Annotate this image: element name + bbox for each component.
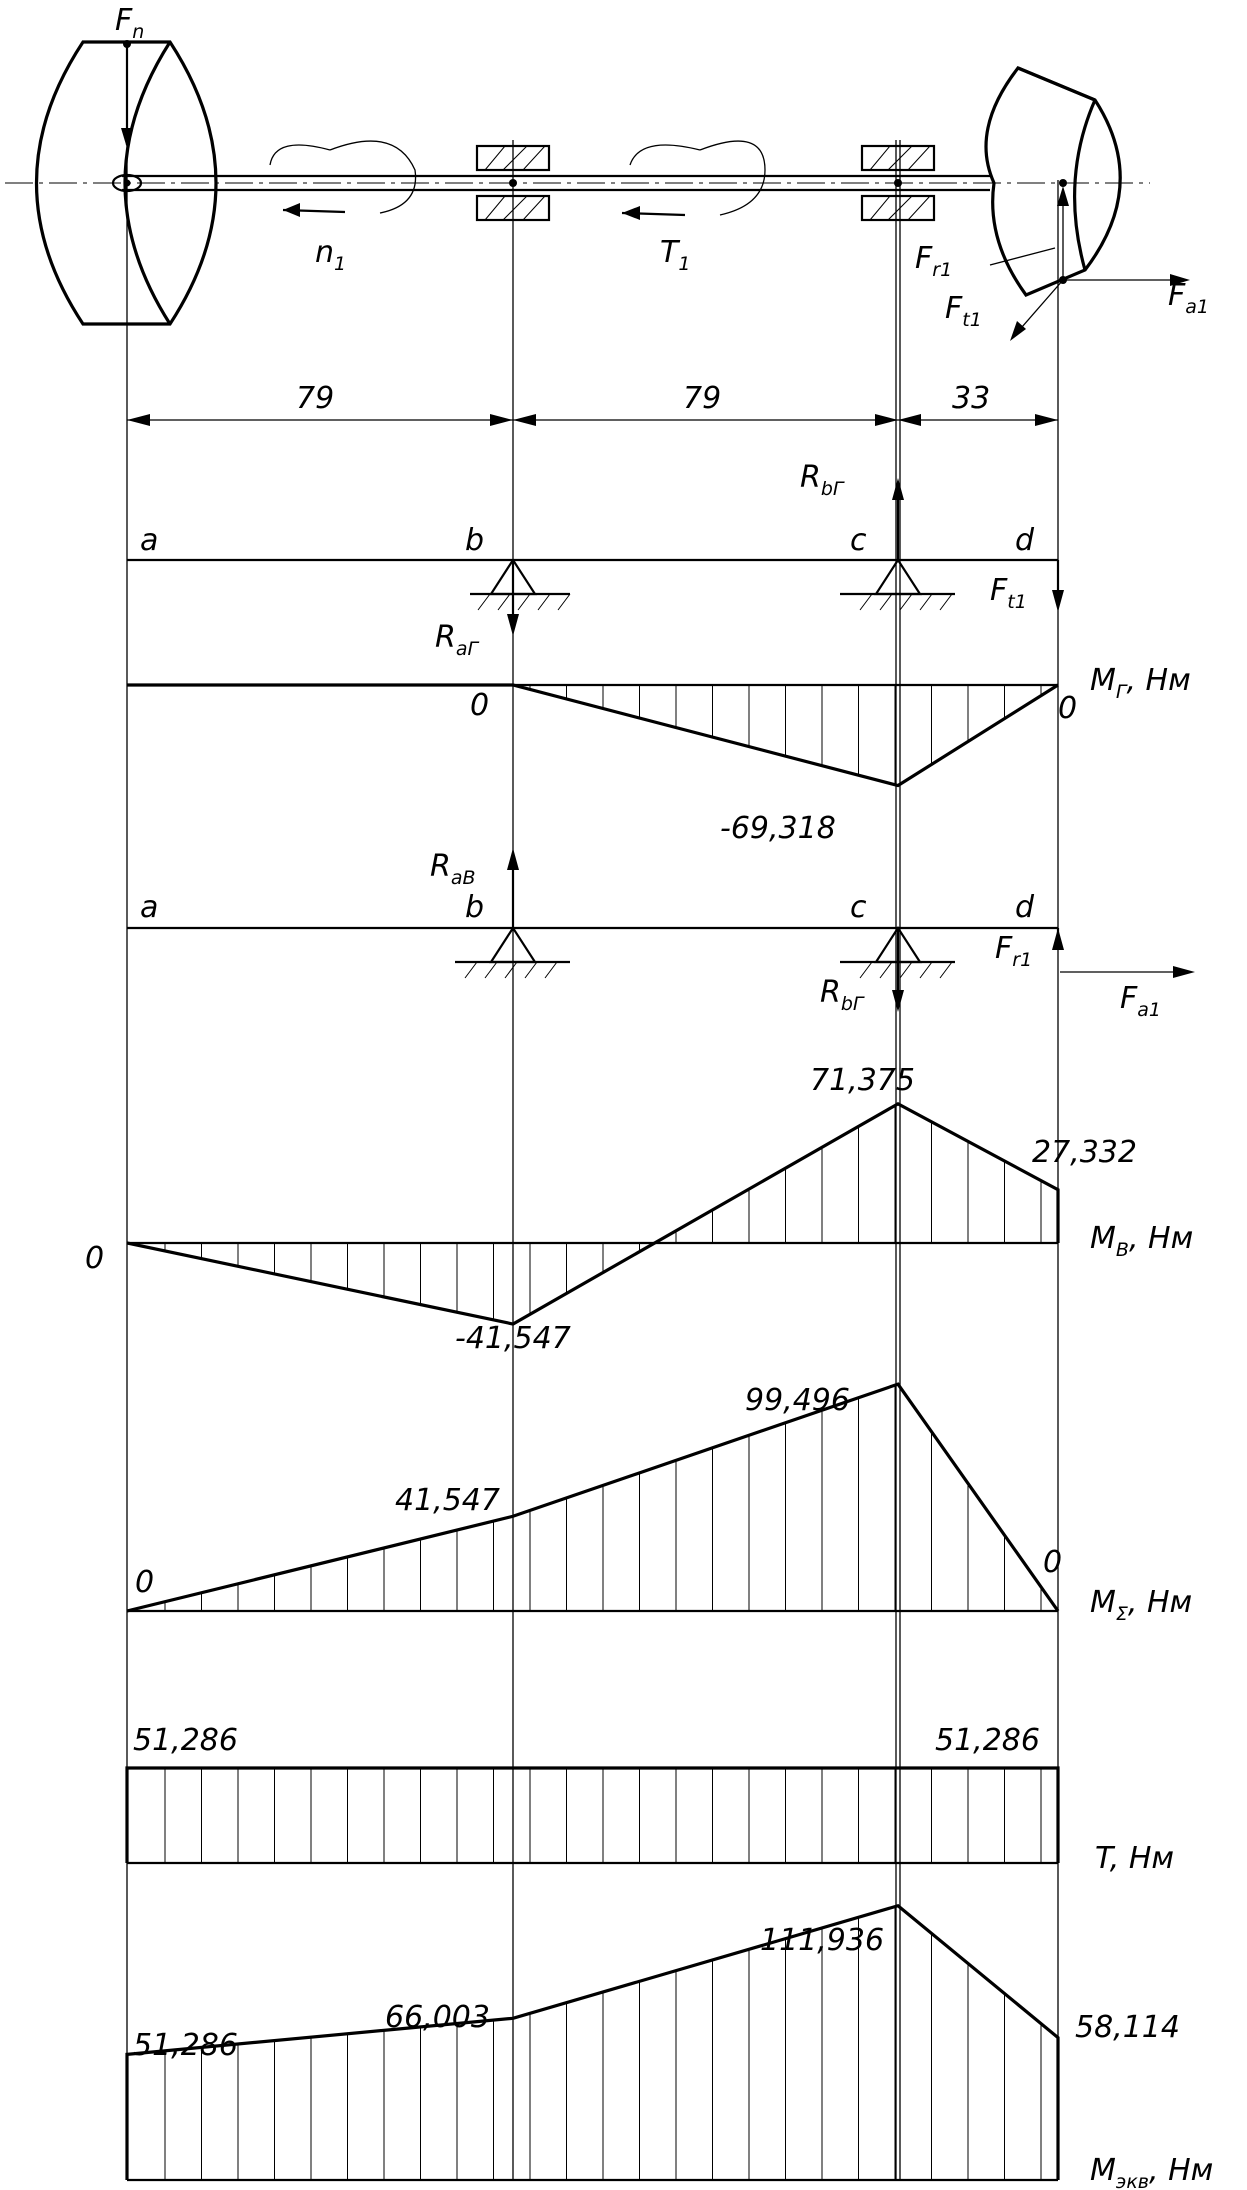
label-n1: $n_1$ (315, 235, 347, 275)
label-Fa1: $F_{a1}$ (1168, 278, 1209, 318)
label-Rbg-h: $R_{bГ}$ (800, 460, 844, 500)
hatch-mv (165, 1106, 1041, 1320)
moment-horizontal-line (127, 685, 1058, 786)
value-mg-c: -69,318 (720, 811, 836, 846)
axis-label-mg: $M_Г$, Нм (1090, 663, 1191, 703)
label-Rag: $R_{aГ}$ (435, 620, 479, 660)
torque-line (127, 1768, 1058, 1863)
bearing-c (862, 146, 934, 220)
dimension-line (127, 381, 1058, 426)
label-Fr1-v: $F_{r1}$ (995, 931, 1033, 971)
point-b-h: b (465, 523, 485, 558)
point-c-h: c (850, 523, 867, 558)
point-a-h: a (140, 523, 159, 558)
moment-vertical-diagram (85, 1063, 1193, 1356)
moment-horizontal-diagram (127, 663, 1191, 846)
dimension-ab: 79 (296, 381, 335, 416)
label-Rbg-v: $R_{bГ}$ (820, 975, 864, 1015)
moment-equivalent-line (127, 1906, 1058, 2180)
section-lines (127, 140, 1058, 2180)
hatch-t (165, 1768, 1041, 1863)
point-d-v: d (1015, 890, 1035, 925)
label-Fn: $F_n$ (115, 3, 145, 43)
label-Ft1-h: $F_{t1}$ (990, 573, 1027, 613)
value-me-b: 66,003 (385, 2000, 490, 2035)
value-ms-c: 99,496 (745, 1383, 850, 1418)
axis-label-t: T, Нм (1095, 1841, 1175, 1876)
moment-equivalent-diagram (127, 1906, 1213, 2190)
value-mv-d: 27,332 (1032, 1135, 1137, 1170)
value-mv-b: -41,547 (455, 1321, 571, 1356)
value-mg-b: 0 (470, 688, 490, 723)
moment-sum-diagram (127, 1383, 1192, 1625)
point-c-v: c (850, 890, 867, 925)
value-me-d: 58,114 (1075, 2010, 1180, 2045)
hatch-ms (165, 1385, 1041, 1611)
point-d-h: d (1015, 523, 1035, 558)
moment-sum-line (127, 1384, 1058, 1611)
point-b-v: b (465, 890, 485, 925)
label-Rav: $R_{aВ}$ (430, 849, 476, 889)
vertical-plane-scheme (127, 848, 1195, 1021)
label-Fr1: $F_{r1}$ (915, 241, 953, 281)
dimension-bc: 79 (683, 381, 722, 416)
value-me-c: 111,936 (760, 1923, 885, 1958)
value-mv-a: 0 (85, 1241, 105, 1276)
shaft-sketch (5, 3, 1209, 341)
horizontal-plane-scheme (127, 460, 1064, 660)
label-T1: $T_1$ (660, 235, 691, 275)
point-a-v: a (140, 890, 159, 925)
value-mg-d: 0 (1058, 691, 1078, 726)
hatch-me (165, 1907, 1041, 2180)
value-me-a: 51,286 (133, 2028, 238, 2063)
moment-vertical-line (127, 1104, 1058, 1324)
dimension-cd: 33 (952, 381, 991, 416)
torque-diagram (127, 1723, 1174, 1876)
label-Ft1: $F_{t1}$ (945, 291, 982, 331)
axis-label-mv: $M_В$, Нм (1090, 1221, 1194, 1261)
value-t-right: 51,286 (935, 1723, 1040, 1758)
axis-label-ms: $M_\Sigma$, Нм (1090, 1585, 1193, 1625)
value-mv-c: 71,375 (810, 1063, 915, 1098)
hatch-mg (165, 685, 1041, 785)
label-Fa1-v: $F_{a1}$ (1120, 981, 1161, 1021)
value-ms-d: 0 (1043, 1545, 1063, 1580)
rotation-T1 (622, 141, 765, 220)
axis-label-me: $M_{экв}$, Нм (1090, 2153, 1214, 2190)
rotation-n1 (270, 141, 416, 217)
value-ms-b: 41,547 (395, 1483, 500, 1518)
value-t-left: 51,286 (133, 1723, 238, 1758)
value-ms-a: 0 (135, 1565, 155, 1600)
